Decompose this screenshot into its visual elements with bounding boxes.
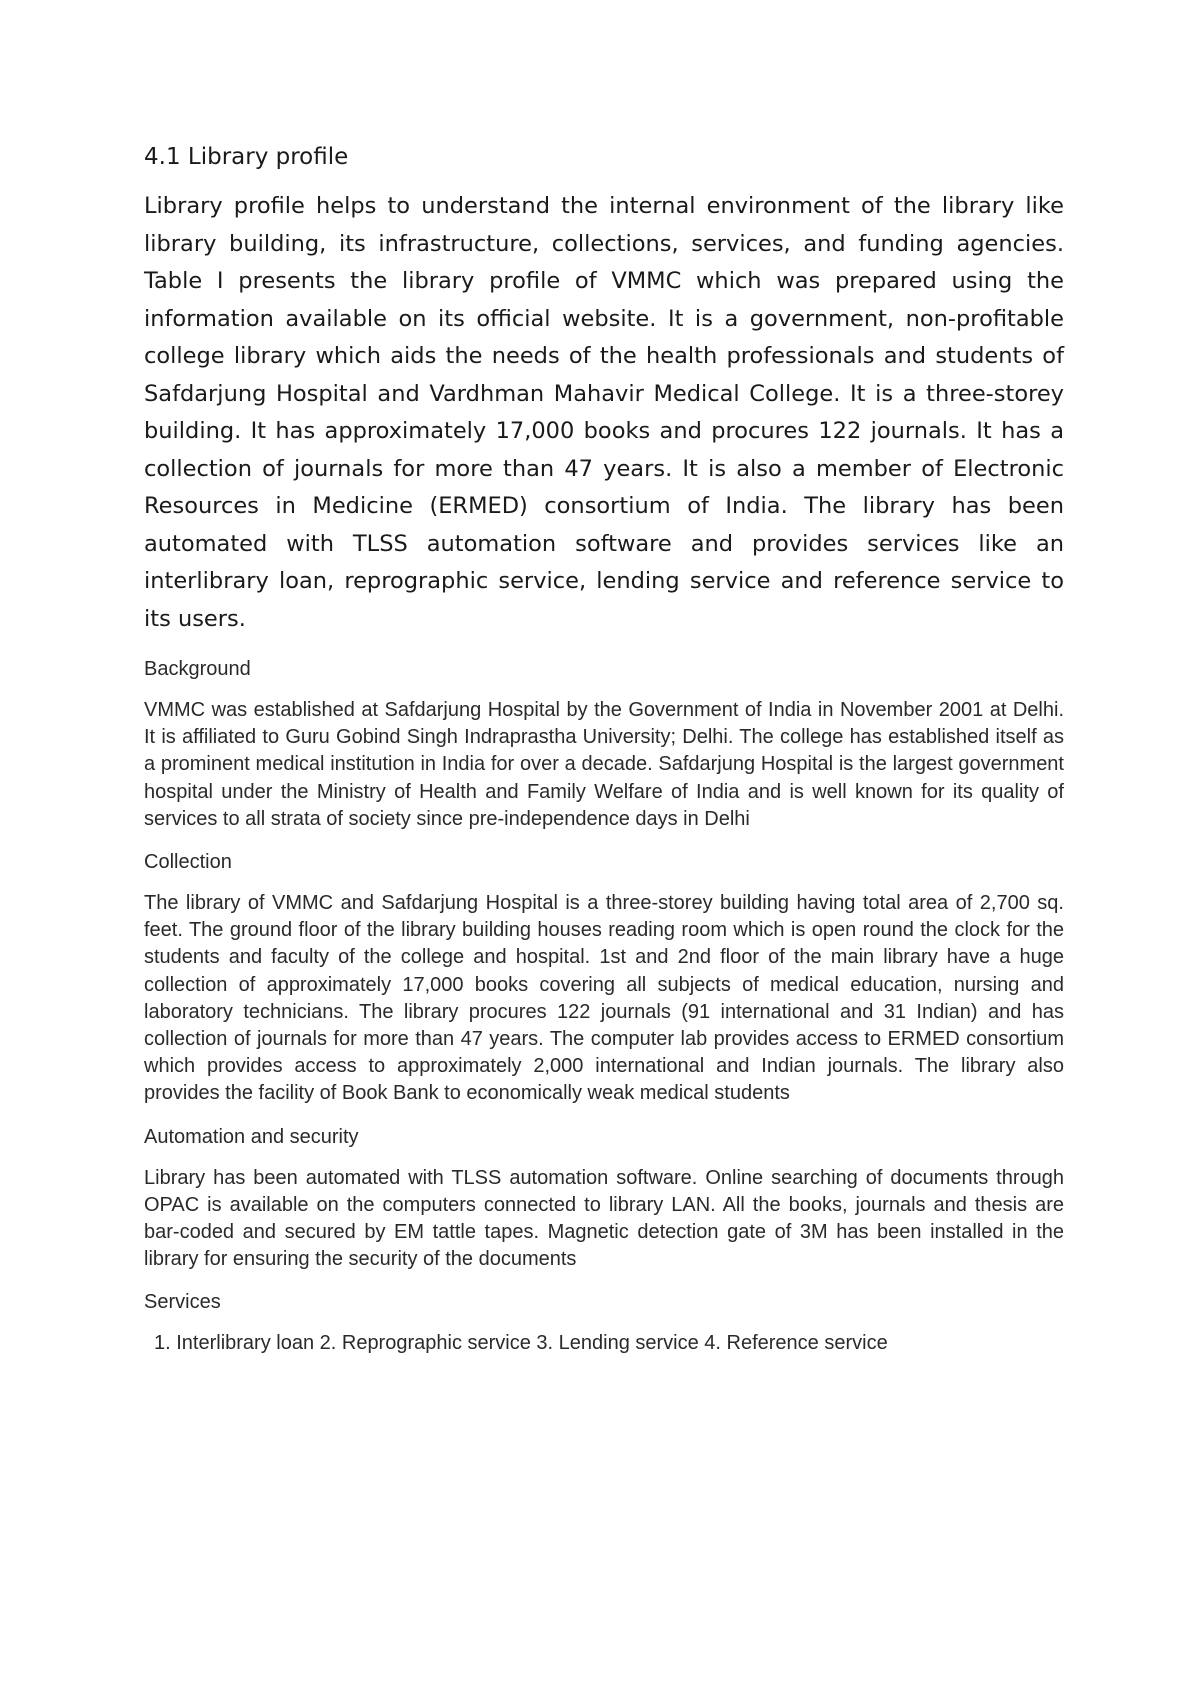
services-list: 1. Interlibrary loan 2. Reprographic service 3. Lending service 4. Reference service xyxy=(154,1332,888,1355)
collection-paragraph: The library of VMMC and Safdarjung Hospital is a three-storey building having total area of 2,700 sq. feet. The ground floor of the library building houses reading room which is open round the clock for the students and faculty of the college and hospital. 1st and 2nd floor of the main library have a huge collection of approximately 17,000 books covering all subjects of medical education, nursing and laboratory technicians. The library procures 122 journals (91 international and 31 Indian) and has collection of journals for more than 47 years. The computer lab provides access to ERMED consortium which provides access to approximately 2,000 international and Indian journals. The library also provides the facility of Book Bank to economically weak medical students xyxy=(144,892,1064,1105)
background-heading: Background xyxy=(144,658,251,680)
automation-paragraph: Library has been automated with TLSS automation software. Online searching of documents through OPAC is available on the computers connected to library LAN. All the books, journals and thesis are bar-coded and secured by EM tattle tapes. Magnetic detection gate of 3M has been installed in the library for ensuring the security of the documents xyxy=(144,1166,1064,1271)
services-heading: Services xyxy=(144,1291,221,1314)
intro-paragraph: Library profile helps to understand the internal environment of the library like library building, its infrastructure, collections, services, and funding agencies. Table I presents the library profile of VMMC which was prepared using the information available on its official website. It is a government, non-profitable college library which aids the needs of the health professionals and students of Safdarjung Hospital and Vardhman Mahavir Medical College. It is a three-storey building. It has approximately 17,000 books and procures 122 journals. It has a collection of journals for more than 47 years. It is also a member of Electronic Resources in Medicine (ERMED) consortium of India. The library has been automated with TLSS automation software and provides services like an interlibrary loan, reprographic service, lending service and reference service to its users. xyxy=(144,193,1064,632)
background-paragraph: VMMC was established at Safdarjung Hospital by the Government of India in November 2001 at Delhi. It is affiliated to Guru Gobind Singh Indraprastha University; Delhi. The college has established itself as a prominent medical institution in India for over a decade. Safdarjung Hospital is the largest government hospital under the Ministry of Health and Family Welfare of India and is well known for its quality of services to all strata of society since pre-independence days in Delhi xyxy=(144,699,1064,830)
automation-heading: Automation and security xyxy=(144,1125,359,1148)
section-heading: 4.1 Library profile xyxy=(144,144,349,170)
document-content xyxy=(144,142,1064,1357)
collection-heading: Collection xyxy=(144,851,232,874)
